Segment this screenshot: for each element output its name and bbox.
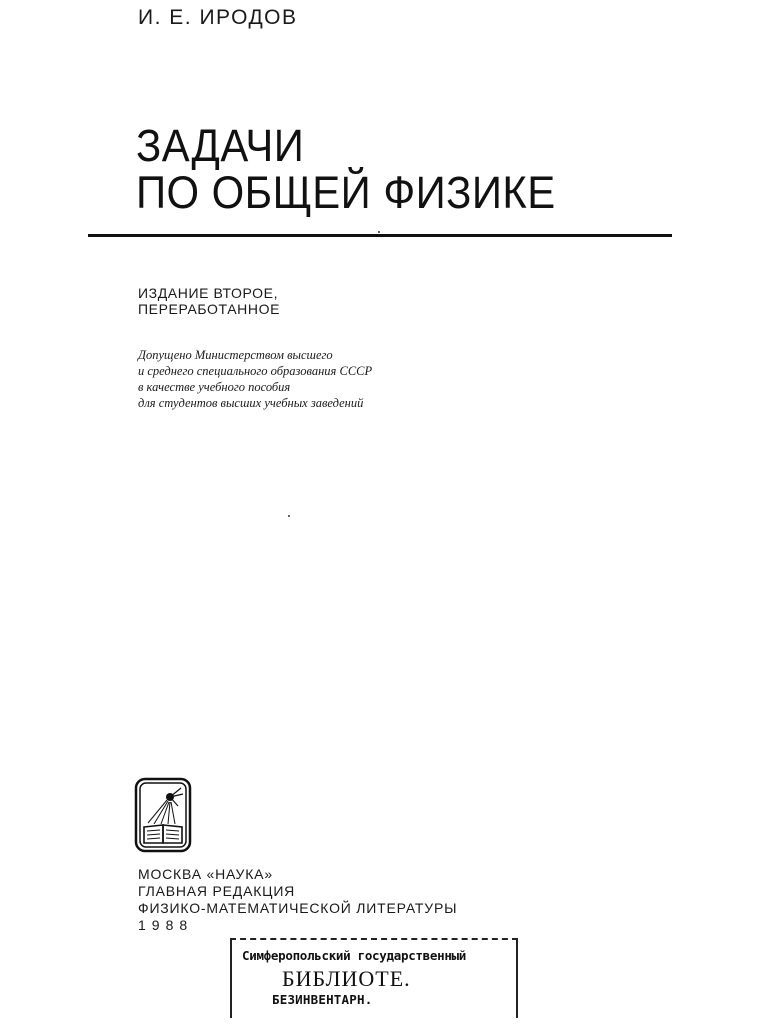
stamp-line-2: БИБЛИОТЕ.: [282, 966, 411, 991]
approval-line-2: и среднего специального образования СССР: [138, 364, 373, 378]
edition-note: [138, 285, 280, 317]
publisher-dept-line-2: ФИЗИКО-МАТЕМАТИЧЕСКОЙ ЛИТЕРАТУРЫ: [138, 900, 458, 916]
author-name: И. Е. ИРОДОВ: [138, 6, 298, 29]
approval-line-4: для студентов высших учебных заведений: [138, 396, 364, 410]
book-title-line-1: ЗАДАЧИ: [136, 120, 305, 171]
stamp-line-3: БЕЗИНВЕНТАРН.: [272, 992, 373, 1007]
publisher-city: МОСКВА «НАУКА»: [138, 866, 273, 882]
book-title: [136, 122, 556, 216]
ministry-approval-note: [138, 347, 372, 411]
edition-line-1: ИЗДАНИЕ ВТОРОЕ,: [138, 285, 279, 301]
publisher-dept-line-1: ГЛАВНАЯ РЕДАКЦИЯ: [138, 883, 296, 899]
approval-line-1: Допущено Министерством высшего: [138, 348, 333, 362]
title-rule: [88, 234, 672, 237]
stamp-line-1: Симферопольский государственный: [242, 948, 466, 963]
nauka-publisher-logo-icon: [134, 777, 192, 853]
library-stamp: [230, 938, 518, 1018]
book-title-line-2: ПО ОБЩЕЙ ФИЗИКЕ: [136, 167, 556, 218]
print-speck: [288, 515, 290, 517]
print-speck: [378, 231, 380, 233]
approval-line-3: в качестве учебного пособия: [138, 380, 291, 394]
publisher-imprint: [138, 866, 457, 934]
edition-line-2: ПЕРЕРАБОТАННОЕ: [138, 301, 281, 317]
publication-year: 1988: [138, 917, 194, 933]
